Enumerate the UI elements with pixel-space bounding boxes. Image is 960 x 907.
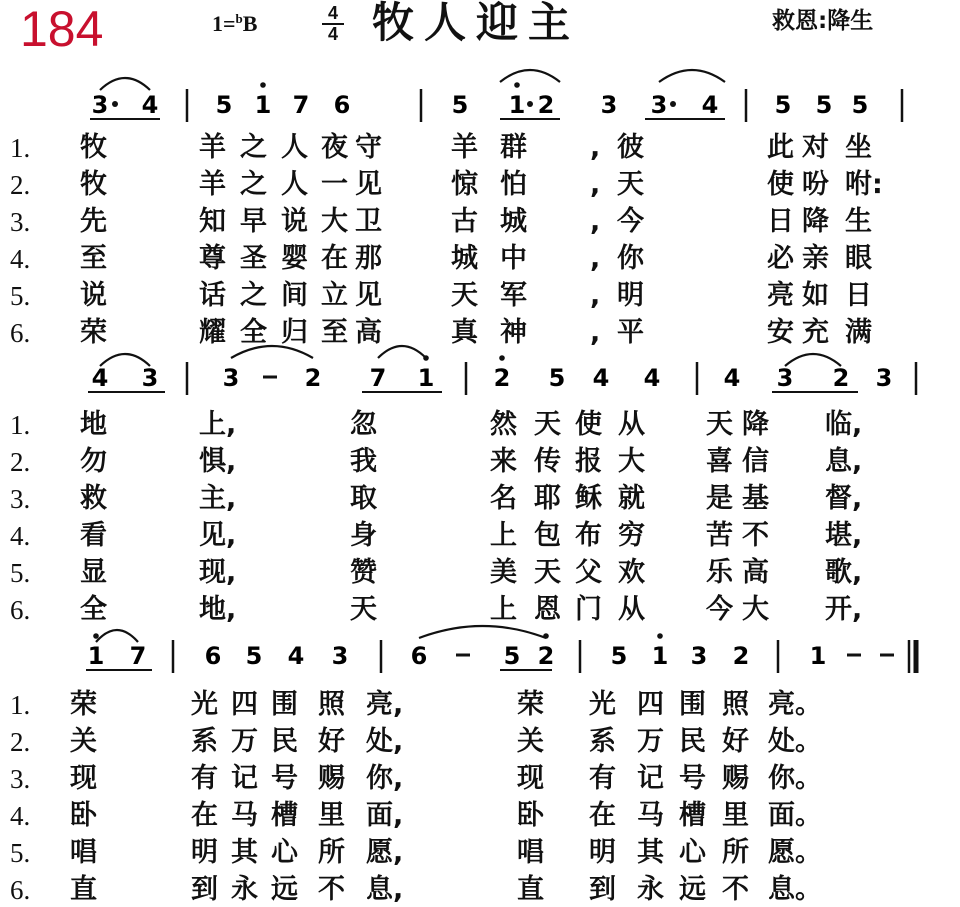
- lyric-syllable: 立: [321, 280, 348, 311]
- octave-dot-high: [514, 82, 520, 88]
- lyric-syllable: 之: [240, 132, 267, 163]
- lyric-syllable: 喜: [706, 446, 733, 477]
- lyric-syllable: 真: [451, 317, 478, 348]
- note-2: 2: [732, 642, 750, 670]
- note-5: 5: [815, 91, 833, 119]
- lyric-syllable: 城: [500, 206, 527, 237]
- verse-number: 5.: [10, 558, 31, 588]
- lyric-syllable: 传: [534, 446, 561, 477]
- note-3: 3: [690, 642, 708, 670]
- lyric-syllable: ,: [590, 243, 601, 274]
- lyric-syllable: 话: [199, 280, 226, 311]
- lyric-syllable: 布: [575, 520, 602, 551]
- lyric-syllable: 亮。: [768, 689, 822, 720]
- lyric-syllable: 乐: [706, 557, 733, 588]
- lyric-syllable: 见: [355, 169, 382, 200]
- lyric-syllable: 此: [767, 132, 794, 163]
- lyric-syllable: ,: [590, 317, 601, 348]
- lyric-syllable: 是: [706, 483, 733, 514]
- lyric-syllable: 围: [271, 689, 298, 720]
- lyric-syllable: 地,: [199, 594, 237, 625]
- lyric-syllable: 天: [350, 594, 377, 625]
- lyric-syllable: 息,: [366, 874, 404, 905]
- lyric-syllable: 光: [191, 689, 218, 720]
- verse-number: 1.: [10, 690, 31, 720]
- lyric-syllable: 万: [637, 726, 664, 757]
- note-1: 1: [417, 364, 435, 392]
- lyric-syllable: 人: [281, 132, 308, 163]
- lyric-syllable: 在: [589, 800, 616, 831]
- lyric-syllable: 怕: [500, 169, 527, 200]
- verse-number: 2.: [10, 447, 31, 477]
- lyric-syllable: 见: [355, 280, 382, 311]
- lyric-syllable: 明: [617, 280, 644, 311]
- verse-number: 6.: [10, 318, 31, 348]
- lyric-syllable: 面,: [366, 800, 404, 831]
- lyric-syllable: 其: [231, 837, 258, 868]
- note-7: 7: [369, 364, 387, 392]
- lyric-syllable: 上: [490, 520, 517, 551]
- lyric-syllable: 高: [742, 557, 769, 588]
- note-2: 2: [304, 364, 322, 392]
- lyric-syllable: 来: [490, 446, 517, 477]
- lyric-syllable: 到: [191, 874, 218, 905]
- lyric-syllable: 在: [191, 800, 218, 831]
- octave-dot-high: [499, 355, 505, 361]
- lyric-syllable: 我: [350, 446, 377, 477]
- lyric-syllable: 全: [240, 317, 267, 348]
- lyric-syllable: 光: [589, 689, 616, 720]
- lyric-syllable: 就: [618, 483, 645, 514]
- lyric-syllable: 亲: [802, 243, 829, 274]
- lyric-syllable: 城: [451, 243, 478, 274]
- hymn-number: 184: [20, 1, 104, 57]
- note-3: 3: [331, 642, 349, 670]
- lyric-syllable: 间: [281, 280, 308, 311]
- lyric-syllable: 救: [80, 483, 107, 514]
- verse-number: 6.: [10, 595, 31, 625]
- verse-number: 6.: [10, 875, 31, 905]
- lyric-syllable: 息,: [825, 446, 863, 477]
- lyric-syllable: 卫: [355, 206, 382, 237]
- lyric-syllable: 上: [490, 594, 517, 625]
- lyric-syllable: 古: [451, 206, 478, 237]
- lyric-syllable: 勿: [80, 446, 107, 477]
- lyric-syllable: 关: [517, 726, 544, 757]
- lyric-syllable: 归: [281, 317, 308, 348]
- lyric-syllable: 永: [231, 874, 258, 905]
- lyric-syllable: 欢: [618, 557, 645, 588]
- lyric-syllable: 远: [271, 874, 298, 905]
- lyric-syllable: 督,: [825, 483, 863, 514]
- lyric-syllable: 稣: [575, 483, 602, 514]
- lyric-syllable: 早: [240, 206, 267, 237]
- note-5: 5: [215, 91, 233, 119]
- note-3: 3: [650, 91, 668, 119]
- lyric-syllable: 卧: [70, 800, 97, 831]
- lyric-syllable: 大: [321, 206, 348, 237]
- verse-number: 2.: [10, 727, 31, 757]
- note-2: 2: [493, 364, 511, 392]
- lyric-syllable: 必: [767, 243, 794, 274]
- lyric-syllable: 见,: [199, 520, 237, 551]
- lyric-syllable: 中: [500, 243, 527, 274]
- note-7: 7: [292, 91, 310, 119]
- note-4: 4: [643, 364, 661, 392]
- lyric-syllable: 心: [679, 837, 706, 868]
- lyric-syllable: 赞: [350, 557, 377, 588]
- lyric-syllable: 穷: [618, 520, 645, 551]
- lyric-syllable: 号: [271, 763, 298, 794]
- lyric-syllable: 然: [490, 409, 517, 440]
- lyric-syllable: 满: [845, 317, 872, 348]
- lyric-syllable: 所: [318, 837, 345, 868]
- note-5: 5: [774, 91, 792, 119]
- tie-arc: [419, 626, 546, 638]
- lyric-syllable: ,: [590, 280, 601, 311]
- lyric-syllable: 神: [500, 317, 527, 348]
- lyric-syllable: 群: [500, 132, 527, 163]
- lyric-syllable: 忽: [350, 409, 377, 440]
- lyric-syllable: 不: [318, 874, 345, 905]
- lyric-syllable: 如: [802, 280, 829, 311]
- lyric-syllable: 堪,: [825, 520, 863, 551]
- lyric-syllable: 赐: [318, 763, 345, 794]
- lyric-syllable: 卧: [517, 800, 544, 831]
- octave-dot-high: [93, 633, 99, 639]
- lyric-syllable: 恩: [534, 594, 561, 625]
- lyric-syllable: 现,: [199, 557, 237, 588]
- lyric-syllable: 尊: [199, 243, 226, 274]
- lyric-syllable: 显: [80, 557, 107, 588]
- lyric-syllable: 充: [802, 317, 829, 348]
- lyric-syllable: 彼: [617, 132, 644, 163]
- lyric-syllable: 照: [318, 689, 345, 720]
- lyric-syllable: 槽: [271, 800, 298, 831]
- lyric-syllable: 惊: [451, 169, 478, 200]
- tie-arc: [378, 346, 426, 358]
- note-3: 3: [141, 364, 159, 392]
- lyric-syllable: 降: [802, 206, 829, 237]
- note-5: 5: [548, 364, 566, 392]
- verse-number: 4.: [10, 801, 31, 831]
- lyric-syllable: 日: [767, 206, 794, 237]
- verse-number: 3.: [10, 484, 31, 514]
- octave-dot-high: [260, 82, 266, 88]
- lyric-syllable: 唱: [517, 837, 544, 868]
- lyric-syllable: 围: [679, 689, 706, 720]
- verse-number: 4.: [10, 521, 31, 551]
- lyric-syllable: 不: [742, 520, 769, 551]
- lyric-syllable: 天: [617, 169, 644, 200]
- lyric-syllable: 知: [199, 206, 226, 237]
- lyric-syllable: 吩: [802, 169, 829, 200]
- lyric-syllable: 夜: [321, 132, 348, 163]
- note-1: 1: [508, 91, 526, 119]
- note-4: 4: [701, 91, 719, 119]
- lyric-syllable: 马: [637, 800, 664, 831]
- lyric-syllable: 直: [70, 874, 97, 905]
- lyric-syllable: 眼: [845, 243, 872, 274]
- lyric-syllable: 荣: [70, 689, 97, 720]
- note-6: 6: [333, 91, 351, 119]
- note-6: 6: [410, 642, 428, 670]
- lyric-syllable: 使: [575, 409, 602, 440]
- note-3: 3: [600, 91, 618, 119]
- lyric-syllable: 苦: [706, 520, 733, 551]
- lyric-syllable: 唱: [70, 837, 97, 868]
- dot-note: [112, 101, 118, 107]
- lyric-syllable: 亮,: [366, 689, 404, 720]
- tie-arc: [100, 78, 150, 90]
- note-5: 5: [451, 91, 469, 119]
- lyric-syllable: 一: [321, 169, 348, 200]
- lyric-syllable: 从: [618, 409, 645, 440]
- lyric-syllable: 远: [679, 874, 706, 905]
- lyric-syllable: 有: [589, 763, 616, 794]
- lyric-syllable: 人: [281, 169, 308, 200]
- lyric-syllable: 降: [742, 409, 769, 440]
- lyric-syllable: 之: [240, 280, 267, 311]
- lyric-syllable: ,: [590, 132, 601, 163]
- lyric-syllable: 你。: [768, 763, 822, 794]
- lyric-syllable: 荣: [517, 689, 544, 720]
- lyric-syllable: 牧: [80, 132, 107, 163]
- lyric-syllable: 圣: [240, 243, 267, 274]
- lyric-syllable: 到: [589, 874, 616, 905]
- octave-dot-high: [657, 633, 663, 639]
- lyric-syllable: 四: [231, 689, 258, 720]
- tie-arc: [96, 630, 138, 642]
- lyric-syllable: 记: [637, 763, 664, 794]
- note-7: 7: [129, 642, 147, 670]
- note-3: 3: [776, 364, 794, 392]
- lyric-syllable: 歌,: [825, 557, 863, 588]
- lyric-syllable: 愿,: [366, 837, 404, 868]
- lyric-syllable: 说: [80, 280, 107, 311]
- lyric-syllable: 今: [617, 206, 644, 237]
- lyric-syllable: 名: [490, 483, 517, 514]
- lyric-syllable: 记: [231, 763, 258, 794]
- lyric-syllable: 父: [575, 557, 602, 588]
- lyric-syllable: 全: [80, 594, 107, 625]
- verse-number: 4.: [10, 244, 31, 274]
- note-2: 2: [832, 364, 850, 392]
- lyric-syllable: 民: [679, 726, 706, 757]
- verse-number: 2.: [10, 170, 31, 200]
- note-3: 3: [875, 364, 893, 392]
- lyric-syllable: 天: [534, 557, 561, 588]
- lyric-syllable: 号: [679, 763, 706, 794]
- lyric-syllable: 明: [191, 837, 218, 868]
- lyric-syllable: 羊: [199, 169, 226, 200]
- lyric-syllable: 惧,: [199, 446, 237, 477]
- note-4: 4: [141, 91, 159, 119]
- lyric-syllable: 高: [355, 317, 382, 348]
- lyric-syllable: 牧: [80, 169, 107, 200]
- note-5: 5: [610, 642, 628, 670]
- lyric-syllable: 好: [318, 726, 345, 757]
- lyric-syllable: 槽: [679, 800, 706, 831]
- lyric-syllable: 四: [637, 689, 664, 720]
- lyric-syllable: 天: [451, 280, 478, 311]
- lyric-syllable: 有: [191, 763, 218, 794]
- tie-arc: [659, 70, 725, 82]
- lyric-syllable: 系: [589, 726, 616, 757]
- lyric-syllable: 安: [767, 317, 794, 348]
- lyric-syllable: 处,: [366, 726, 404, 757]
- key-prefix: 1=: [212, 11, 236, 36]
- note-6: 6: [204, 642, 222, 670]
- note-1: 1: [809, 642, 827, 670]
- lyric-syllable: 马: [231, 800, 258, 831]
- note-1: 1: [651, 642, 669, 670]
- lyric-syllable: 上,: [199, 409, 237, 440]
- hymn-title: 牧人迎主: [372, 0, 581, 47]
- lyric-syllable: 亮: [767, 280, 794, 311]
- verse-number: 1.: [10, 410, 31, 440]
- lyric-syllable: 开,: [825, 594, 863, 625]
- note-5: 5: [851, 91, 869, 119]
- lyric-syllable: 息。: [768, 874, 822, 905]
- lyric-syllable: 婴: [281, 243, 308, 274]
- note-5: 5: [245, 642, 263, 670]
- note-4: 4: [91, 364, 109, 392]
- lyric-syllable: 耀: [199, 317, 226, 348]
- lyric-syllable: 坐: [845, 132, 872, 163]
- lyric-syllable: 对: [802, 132, 829, 163]
- lyric-syllable: 现: [517, 763, 544, 794]
- lyric-syllable: 先: [80, 206, 107, 237]
- note-1: 1: [254, 91, 272, 119]
- lyric-syllable: 不: [722, 874, 749, 905]
- lyric-syllable: 日: [845, 280, 872, 311]
- lyric-syllable: 主,: [199, 483, 237, 514]
- verse-number: 5.: [10, 838, 31, 868]
- lyric-syllable: 你,: [366, 763, 404, 794]
- lyric-syllable: 万: [231, 726, 258, 757]
- lyric-syllable: 愿。: [768, 837, 822, 868]
- lyric-syllable: 生: [845, 206, 872, 237]
- lyric-syllable: 取: [350, 483, 377, 514]
- lyric-syllable: 心: [271, 837, 298, 868]
- lyric-syllable: 明: [589, 837, 616, 868]
- lyric-syllable: 平: [617, 317, 644, 348]
- key-note: B: [242, 11, 258, 36]
- lyric-syllable: 看: [80, 520, 107, 551]
- lyric-syllable: 直: [517, 874, 544, 905]
- lyric-syllable: 大: [618, 446, 645, 477]
- flat-sign: b: [235, 11, 243, 26]
- note-3: 3: [222, 364, 240, 392]
- lyric-syllable: 在: [321, 243, 348, 274]
- note-5: 5: [503, 642, 521, 670]
- lyric-syllable: 永: [637, 874, 664, 905]
- lyric-syllable: 军: [500, 280, 527, 311]
- lyric-syllable: 报: [575, 446, 602, 477]
- lyric-syllable: 说: [281, 206, 308, 237]
- lyric-syllable: 从: [618, 594, 645, 625]
- lyric-syllable: 至: [80, 243, 107, 274]
- lyric-syllable: 之: [240, 169, 267, 200]
- lyric-syllable: 民: [271, 726, 298, 757]
- lyric-syllable: 门: [575, 594, 602, 625]
- dot-note: [670, 101, 676, 107]
- lyric-syllable: 荣: [80, 317, 107, 348]
- hymn-category: 救恩:降生: [772, 8, 874, 34]
- lyric-syllable: 你: [617, 243, 644, 274]
- lyric-syllable: 那: [355, 243, 382, 274]
- lyric-syllable: 咐:: [845, 169, 883, 200]
- lyric-syllable: 使: [767, 169, 794, 200]
- note-2: 2: [537, 91, 555, 119]
- lyric-syllable: 羊: [199, 132, 226, 163]
- lyric-syllable: 基: [742, 483, 769, 514]
- lyric-syllable: 身: [350, 520, 377, 551]
- lyric-syllable: 包: [534, 520, 561, 551]
- lyric-syllable: 至: [321, 317, 348, 348]
- lyric-syllable: 现: [70, 763, 97, 794]
- verse-number: 5.: [10, 281, 31, 311]
- note-4: 4: [723, 364, 741, 392]
- lyric-syllable: 赐: [722, 763, 749, 794]
- lyric-syllable: 照: [722, 689, 749, 720]
- lyric-syllable: 所: [722, 837, 749, 868]
- time-numerator: 4: [327, 3, 338, 23]
- lyric-syllable: 系: [191, 726, 218, 757]
- lyric-syllable: 临,: [825, 409, 863, 440]
- lyric-syllable: 处。: [768, 726, 822, 757]
- note-1: 1: [87, 642, 105, 670]
- lyric-syllable: ,: [590, 206, 601, 237]
- note-4: 4: [592, 364, 610, 392]
- lyric-syllable: 面。: [768, 800, 822, 831]
- verse-number: 3.: [10, 207, 31, 237]
- time-denominator: 4: [322, 23, 344, 44]
- lyric-syllable: 地: [80, 409, 107, 440]
- lyric-syllable: 里: [722, 800, 749, 831]
- lyric-syllable: 其: [637, 837, 664, 868]
- lyric-syllable: ,: [590, 169, 601, 200]
- lyric-syllable: 好: [722, 726, 749, 757]
- note-4: 4: [287, 642, 305, 670]
- verse-number: 1.: [10, 133, 31, 163]
- lyric-syllable: 美: [490, 557, 517, 588]
- lyric-syllable: 耶: [534, 483, 561, 514]
- lyric-syllable: 关: [70, 726, 97, 757]
- lyric-syllable: 天: [706, 409, 733, 440]
- note-2: 2: [537, 642, 555, 670]
- lyric-syllable: 里: [318, 800, 345, 831]
- lyric-syllable: 羊: [451, 132, 478, 163]
- tie-arc: [500, 70, 560, 82]
- lyric-syllable: 信: [742, 446, 769, 477]
- dot-note: [527, 101, 533, 107]
- lyric-syllable: 大: [742, 594, 769, 625]
- lyric-syllable: 守: [355, 132, 382, 163]
- lyric-syllable: 天: [534, 409, 561, 440]
- lyric-syllable: 今: [706, 594, 733, 625]
- verse-number: 3.: [10, 764, 31, 794]
- note-3: 3: [91, 91, 109, 119]
